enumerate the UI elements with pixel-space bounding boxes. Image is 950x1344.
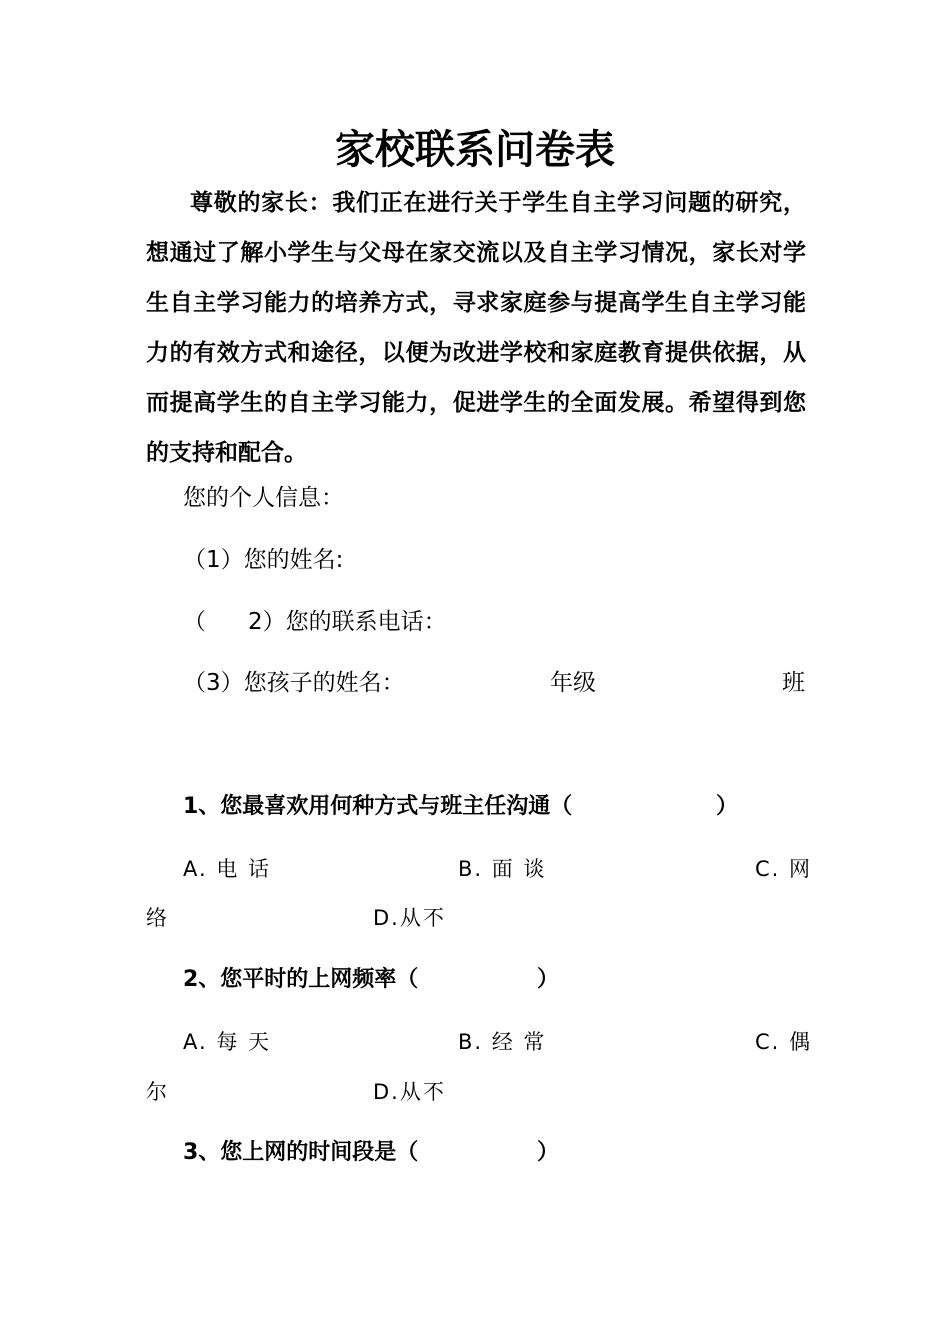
- child-name-label: （3）您孩子的姓名：: [183, 670, 405, 696]
- q2-option-a: A. 每 天: [183, 1030, 272, 1054]
- grade-label: 年级: [550, 670, 596, 696]
- q1-option-d: D.从不: [373, 906, 446, 930]
- question-1: 1、您最喜欢用何种方式与班主任沟通（: [183, 794, 573, 819]
- q2-option-c-cont: 尔: [146, 1080, 169, 1104]
- q2-option-b: B. 经 常: [458, 1030, 547, 1054]
- personal-info-heading: 您的个人信息：: [183, 485, 344, 511]
- page-title: 家校联系问卷表: [335, 126, 615, 173]
- parent-name-label: （1）您的姓名:: [183, 547, 344, 573]
- q1-option-b: B. 面 谈: [458, 857, 547, 881]
- question-3-close: ）: [537, 1140, 560, 1165]
- intro-paragraph: 尊敬的家长：我们正在进行关于学生自主学习问题的研究，想通过了解小学生与父母在家交流以及自主学习情况，家长对学生自主学习能力的培养方式，寻求家庭参与提高学生自主学习能力的有效方式和途径，以便为改进学校和家庭教育提供依据，从而提高学生的自主学习能力，促进学生的全面发展。希望得到您的支持和配合。: [146, 190, 806, 466]
- q1-option-c-cont: 络: [146, 906, 169, 930]
- q2-option-d: D.从不: [373, 1080, 446, 1104]
- question-3: 3、您上网的时间段是（: [183, 1140, 419, 1165]
- phone-label-open: （: [183, 609, 206, 635]
- question-2: 2、您平时的上网频率（: [183, 967, 419, 992]
- q1-option-a: A. 电 话: [183, 857, 272, 881]
- class-label: 班: [782, 670, 805, 696]
- q2-option-c: C. 偶: [755, 1030, 813, 1054]
- question-1-close: ）: [716, 794, 739, 819]
- question-2-close: ）: [537, 967, 560, 992]
- q1-option-c: C. 网: [755, 857, 813, 881]
- phone-label: 2）您的联系电话：: [248, 609, 447, 635]
